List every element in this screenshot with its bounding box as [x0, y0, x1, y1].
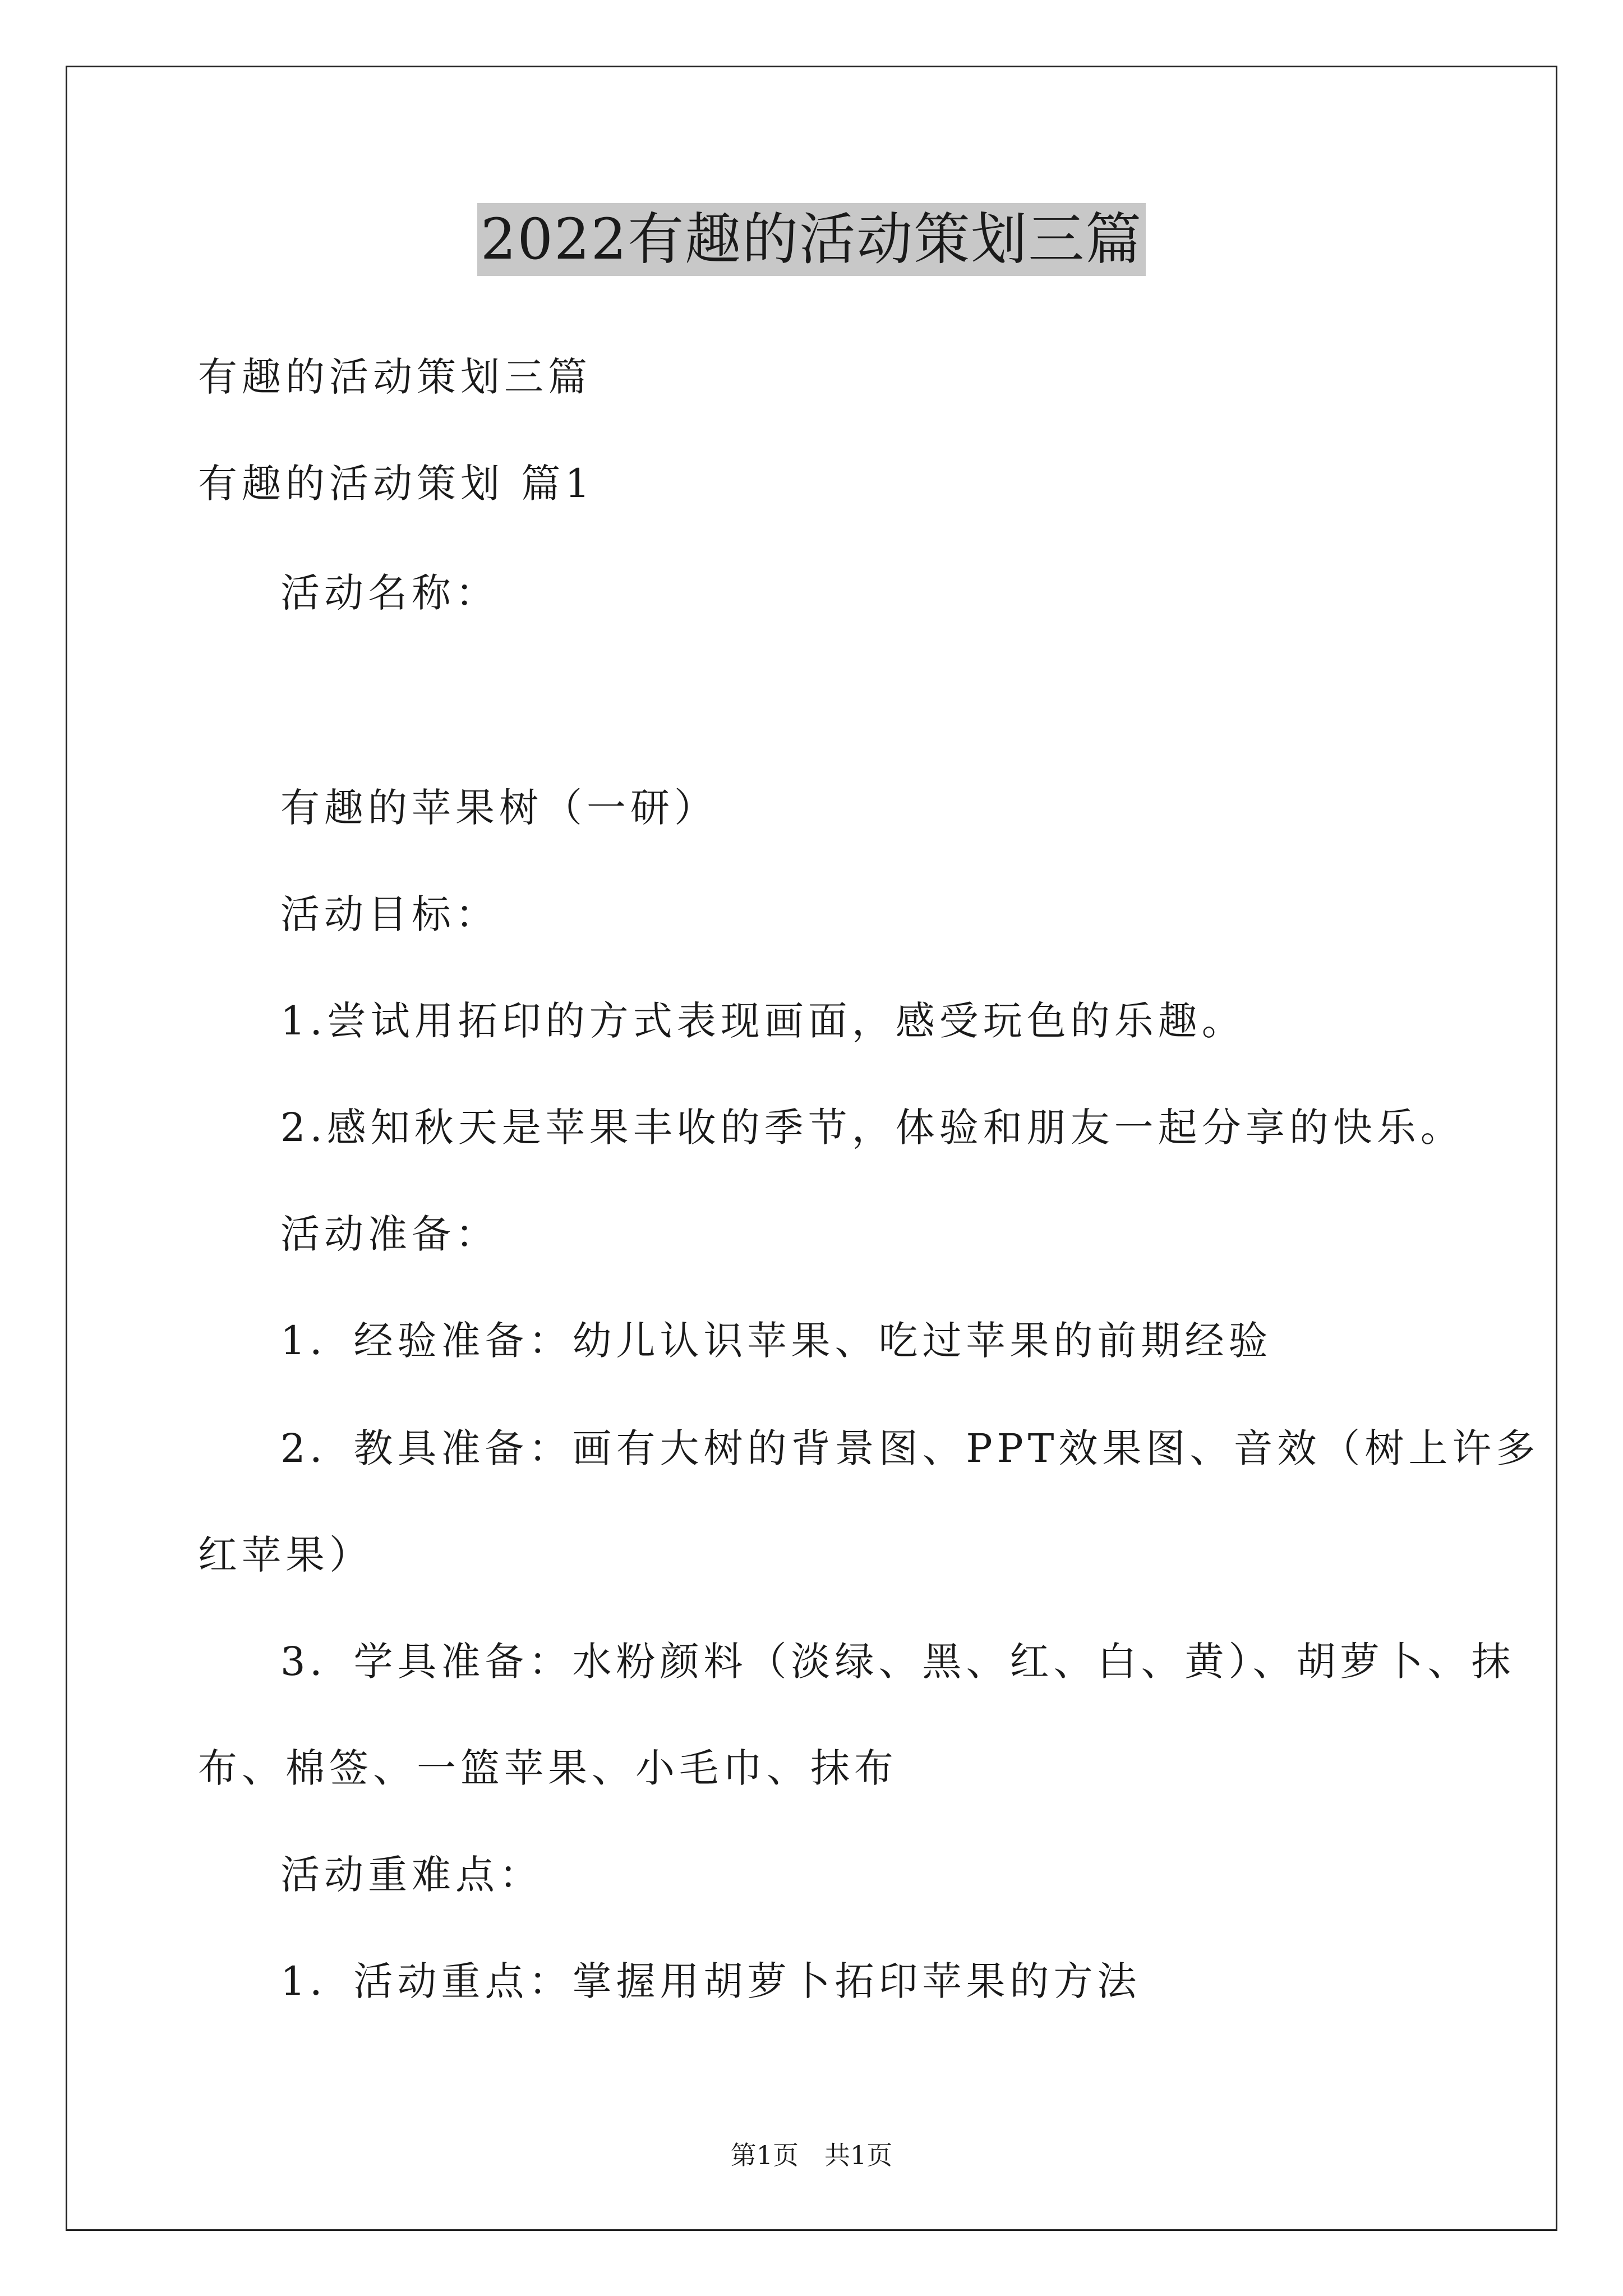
- document-title: 2022有趣的活动策划三篇: [477, 203, 1146, 276]
- key-points-label: 活动重难点：: [280, 1852, 543, 1898]
- preparation-item-1: 1．经验准备：幼儿认识苹果、吃过苹果的前期经验: [280, 1318, 1272, 1364]
- page-footer: 第1页 共1页: [730, 2140, 893, 2170]
- goal-item-2: 2.感知秋天是苹果丰收的季节，体验和朋友一起分享的快乐。: [280, 1105, 1464, 1151]
- activity-name-value: 有趣的苹果树（一研）: [280, 785, 718, 831]
- preparation-item-2: 2．教具准备：画有大树的背景图、PPT效果图、音效（树上许多: [280, 1425, 1540, 1471]
- activity-name-label: 活动名称：: [280, 570, 499, 616]
- preparation-label: 活动准备：: [280, 1211, 499, 1257]
- preparation-item-2-continued: 红苹果）: [198, 1532, 373, 1578]
- subtitle: 有趣的活动策划三篇: [198, 354, 592, 400]
- key-point-item-1: 1．活动重点：掌握用胡萝卜拓印苹果的方法: [280, 1958, 1141, 2004]
- goals-label: 活动目标：: [280, 891, 499, 937]
- title-container: [0, 203, 1623, 276]
- preparation-item-3: 3．学具准备：水粉颜料（淡绿、黑、红、白、黄）、胡萝卜、抹: [280, 1639, 1515, 1685]
- preparation-item-3-continued: 布、棉签、一篮苹果、小毛巾、抹布: [198, 1745, 898, 1791]
- section-heading: 有趣的活动策划 篇1: [198, 461, 594, 507]
- goal-item-1: 1.尝试用拓印的方式表现画面，感受玩色的乐趣。: [280, 998, 1246, 1044]
